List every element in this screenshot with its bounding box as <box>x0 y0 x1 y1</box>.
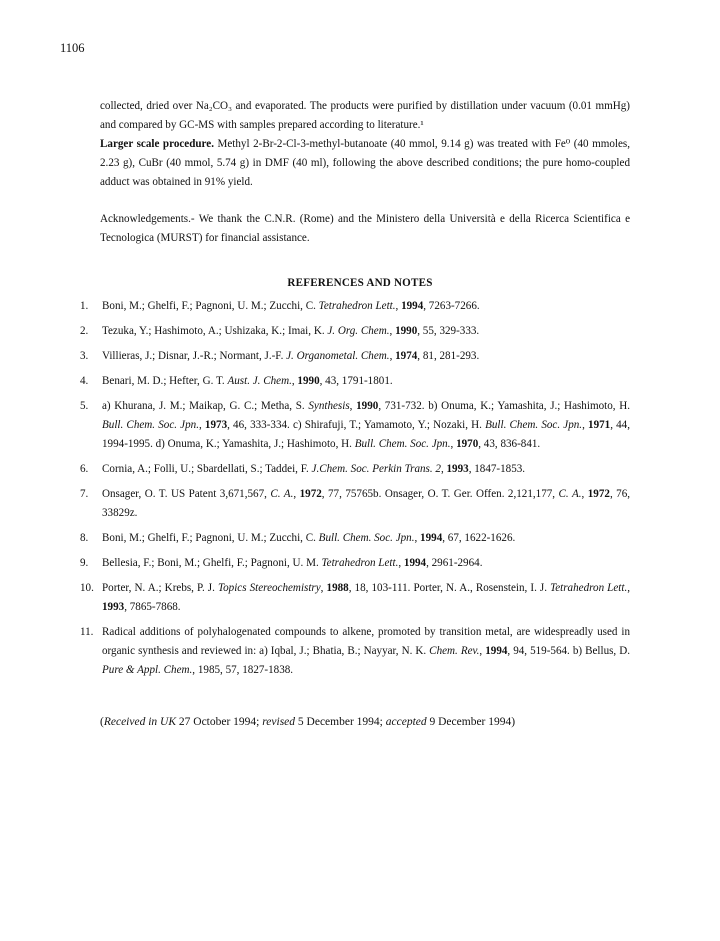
reference-text: Onsager, O. T. US Patent 3,671,567, <box>102 488 271 500</box>
reference-text: , 44, 1994-1995. d) Onuma, K.; Yamashita, J.; Hashimoto, H. <box>102 419 631 450</box>
reference-item <box>80 529 630 548</box>
reference-number: 1. <box>80 300 89 312</box>
reference-year: 1970 <box>456 438 479 450</box>
reference-item <box>80 372 630 391</box>
journal-name: Pure & Appl. Chem. <box>102 664 193 676</box>
reference-number: 6. <box>80 463 89 475</box>
accepted-label: accepted <box>385 716 427 728</box>
reference-text: Bellesia, F.; Boni, M.; Ghelfi, F.; Pagnoni, U. M. <box>102 557 322 569</box>
reference-text: , <box>479 645 486 657</box>
reference-text: , 43, 1791-1801. <box>319 375 393 387</box>
reference-text: , 77, 75765b. Onsager, O. T. Ger. Offen. 2,121,177, <box>321 488 559 500</box>
reference-year: 1973 <box>204 419 228 431</box>
reference-year: 1988 <box>326 582 349 594</box>
reference-text: , <box>398 557 404 569</box>
journal-name: Bull. Chem. Soc. Jpn. <box>318 532 415 544</box>
reference-text: Porter, N. A.; Krebs, P. J. <box>102 582 218 594</box>
reference-text: , 1985, 57, 1827-1838. <box>192 664 294 676</box>
reference-year: 1994 <box>401 300 424 312</box>
reference-year: 1990 <box>356 400 379 412</box>
reference-text: , 1847-1853. <box>468 463 526 475</box>
reference-year: 1993 <box>102 601 125 613</box>
journal-name: Bull. Chem. Soc. Jpn. <box>354 438 451 450</box>
reference-item <box>80 623 630 680</box>
reference-year: 1994 <box>403 557 427 569</box>
reference-text: Boni, M.; Ghelfi, F.; Pagnoni, U. M.; Zucchi, C. <box>102 300 319 312</box>
reference-item <box>80 460 630 479</box>
reference-text: , 81, 281-293. <box>417 350 480 362</box>
received-open-paren: ( <box>100 716 104 728</box>
larger-scale-heading: Larger scale procedure. <box>100 138 214 150</box>
journal-name: Tetrahedron Lett. <box>318 300 396 312</box>
reference-text: , 94, 519-564. b) Bellus, D. <box>507 645 631 657</box>
reference-number: 7. <box>80 488 89 500</box>
reference-text: , <box>581 488 588 500</box>
reference-number: 3. <box>80 350 89 362</box>
journal-name: J. Organometal. Chem. <box>286 350 390 362</box>
journal-name: J. Org. Chem. <box>327 325 390 337</box>
journal-name: C. A. <box>558 488 582 500</box>
reference-year: 1993 <box>446 463 469 475</box>
reference-text: , 76, 33829z. <box>102 488 631 519</box>
reference-item <box>80 485 630 523</box>
reference-text: a) Khurana, J. M.; Maikap, G. C.; Metha, S. <box>102 400 309 412</box>
accepted-date: 9 December 1994) <box>426 716 516 728</box>
reference-text: , 2961-2964. <box>426 557 483 569</box>
reference-text: , <box>414 532 421 544</box>
reference-text: , 46, 333-334. c) Shirafuji, T.; Yamamoto, Y.; Nozaki, H. <box>227 419 486 431</box>
received-label: Received in UK <box>103 716 177 728</box>
reference-year: 1994 <box>485 645 508 657</box>
received-date: 27 October 1994; <box>176 716 263 728</box>
reference-text: Benari, M. D.; Hefter, G. T. <box>102 375 228 387</box>
reference-text: , 731-732. b) Onuma, K.; Yamashita, J.; Hashimoto, H. <box>378 400 630 412</box>
reference-year: 1971 <box>588 419 611 431</box>
reference-text: , <box>582 419 589 431</box>
reference-year: 1994 <box>420 532 443 544</box>
reference-text: , <box>440 463 447 475</box>
journal-name: Synthesis <box>308 400 350 412</box>
reference-text: , <box>395 300 402 312</box>
reference-text: Villieras, J.; Disnar, J.-R.; Normant, J.-F. <box>102 350 287 362</box>
reference-text: , 18, 103-111. Porter, N. A., Rosenstein, I. J. <box>348 582 551 594</box>
reference-number: 8. <box>80 532 89 544</box>
reference-text: , <box>320 582 327 594</box>
reference-text: Tezuka, Y.; Hashimoto, A.; Ushizaka, K.; Imai, K. <box>102 325 328 337</box>
reference-item <box>80 554 630 573</box>
reference-text: , <box>291 375 298 387</box>
reference-text: , 7865-7868. <box>124 601 181 613</box>
reference-year: 1974 <box>395 350 418 362</box>
journal-name: Topics Stereochemistry <box>217 582 321 594</box>
revised-date: 5 December 1994; <box>295 716 386 728</box>
journal-name: Tetrahedron Lett. <box>550 582 628 594</box>
journal-name: Bull. Chem. Soc. Jpn. <box>102 419 199 431</box>
reference-text: , <box>198 419 205 431</box>
acknowledgements-paragraph: Acknowledgements.- We thank the C.N.R. (Rome) and the Ministero della Università e della Ricerca Scientifica e Tecnologica (MURST) for financial assistance. <box>100 213 630 244</box>
reference-text: , <box>389 325 396 337</box>
larger-scale-text: Methyl 2-Br-2-Cl-3-methyl-butanoate (40 mmol, 9.14 g) was treated with Fe⁰ (40 mmoles, 2.23 g), CuBr (40 mmol, 5.74 g) in DMF (40 ml), following the above described conditions; the pure homo-coupled adduct was obtained in 91% yield. <box>100 138 630 188</box>
reference-item <box>80 347 630 366</box>
reference-number: 11. <box>80 626 94 638</box>
reference-text: Boni, M.; Ghelfi, F.; Pagnoni, U. M.; Zucchi, C. <box>102 532 319 544</box>
experimental-paragraph: collected, dried over Na₂CO₃ and evaporated. The products were purified by distillation under vacuum (0.01 mmHg) and compared by GC-MS with samples prepared according to literature.¹ <box>100 100 630 131</box>
journal-name: Bull. Chem. Soc. Jpn. <box>485 419 583 431</box>
received-dates <box>100 716 515 728</box>
journal-name: C. A. <box>270 488 294 500</box>
reference-text: , 43, 836-841. <box>478 438 541 450</box>
journal-name: Aust. J. Chem. <box>227 375 292 387</box>
revised-label: revised <box>262 716 296 728</box>
larger-scale-paragraph <box>100 135 630 192</box>
reference-number: 2. <box>80 325 89 337</box>
reference-text: , <box>293 488 300 500</box>
page-number: 1106 <box>60 41 85 55</box>
reference-year: 1990 <box>395 325 418 337</box>
reference-item <box>80 297 630 316</box>
reference-item <box>80 322 630 341</box>
journal-name: Tetrahedron Lett. <box>321 557 399 569</box>
reference-number: 10. <box>80 582 94 594</box>
reference-number: 9. <box>80 557 89 569</box>
reference-text: Radical additions of polyhalogenated compounds to alkene, promoted by transition metal, are widespreadly used in organic synthesis and reviewed in: a) Iqbal, J.; Bhatia, B.; Nayyar, N. K. <box>102 626 630 657</box>
reference-item <box>80 397 630 454</box>
reference-year: 1972 <box>587 488 610 500</box>
journal-name: Chem. Rev. <box>429 645 480 657</box>
reference-text: , 7263-7266. <box>423 300 480 312</box>
reference-text: Cornia, A.; Folli, U.; Sbardellati, S.; Taddei, F. <box>102 463 312 475</box>
reference-text: , <box>627 582 630 594</box>
reference-text: , 55, 329-333. <box>417 325 480 337</box>
reference-number: 5. <box>80 400 89 412</box>
reference-text: , <box>450 438 457 450</box>
reference-text: , <box>349 400 357 412</box>
references-heading: REFERENCES AND NOTES <box>287 277 433 289</box>
reference-number: 4. <box>80 375 89 387</box>
journal-name: J.Chem. Soc. Perkin Trans. 2 <box>311 463 441 475</box>
reference-year: 1990 <box>297 375 320 387</box>
reference-year: 1972 <box>299 488 322 500</box>
reference-item <box>80 579 630 617</box>
reference-text: , <box>389 350 396 362</box>
references-list <box>80 297 630 686</box>
reference-text: , 67, 1622-1626. <box>442 532 516 544</box>
